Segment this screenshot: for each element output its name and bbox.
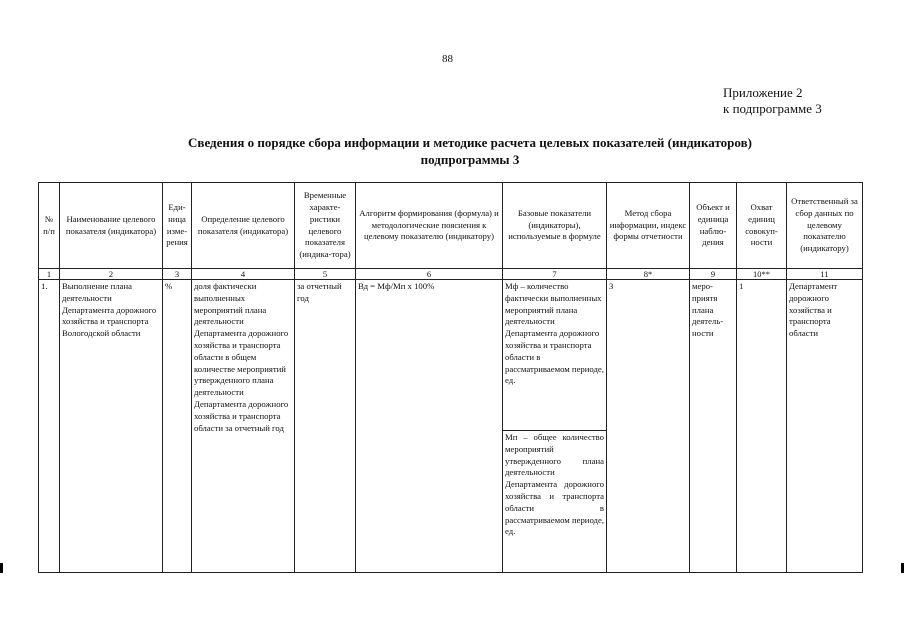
column-number: 4 xyxy=(192,269,295,280)
title-line-2: подпрограммы 3 xyxy=(420,152,520,167)
appendix-line-1: Приложение 2 xyxy=(723,85,803,100)
indicator-name: Выполнение плана деятельности Департамента дорожного хозяйства и транспорта Вологодской области xyxy=(60,280,163,573)
header-cell: Алгоритм формирования (формула) и методологические пояснения к целевому показателю (индикатору) xyxy=(356,183,503,269)
table-row xyxy=(39,280,863,573)
base-indicators-cell xyxy=(503,280,607,573)
base-indicator-mp: Мп – общее количество мероприятий утвержденного плана деятельности Департамента дорожного хозяйства и транспорта области в рассматриваемом периоде, ед. xyxy=(505,432,604,537)
object-cell: меро-приятя плана деятель-ности xyxy=(690,280,737,573)
column-number: 8* xyxy=(607,269,690,280)
header-cell: Базовые показатели (индикаторы), используемые в формуле xyxy=(503,183,607,269)
column-number: 3 xyxy=(163,269,192,280)
column-number: 2 xyxy=(60,269,163,280)
header-cell: Метод сбора информации, индекс формы отчетности xyxy=(607,183,690,269)
time-characteristic-cell: за отчетный год xyxy=(295,280,356,573)
header-cell: Определение целевого показателя (индикатора) xyxy=(192,183,295,269)
responsible-cell: Департамент дорожного хозяйства и транспорта области xyxy=(787,280,863,573)
header-cell: Ответственный за сбор данных по целевому показателю (индикатору) xyxy=(787,183,863,269)
formula-cell: Вд = Мф/Мп х 100% xyxy=(356,280,503,573)
document-title xyxy=(120,134,820,168)
column-number: 10** xyxy=(737,269,787,280)
column-number: 1 xyxy=(39,269,60,280)
header-cell: № п/п xyxy=(39,183,60,269)
appendix-note xyxy=(723,85,822,117)
column-number: 11 xyxy=(787,269,863,280)
header-cell: Наименование целевого показателя (индикатора) xyxy=(60,183,163,269)
coverage-cell: 1 xyxy=(737,280,787,573)
header-cell: Еди-ница изме-рения xyxy=(163,183,192,269)
column-number: 5 xyxy=(295,269,356,280)
scan-edge-mark-left xyxy=(0,563,3,573)
appendix-line-2: к подпрограмме 3 xyxy=(723,101,822,116)
definition-cell: доля фактически выполненных мероприятий плана деятельности Департамента дорожного хозяйства и транспорта области в общем количестве мероприятий утвержденного плана деятельности Департамента дорожного хозяйства и транспорта области за отчетный год xyxy=(192,280,295,573)
column-number: 6 xyxy=(356,269,503,280)
header-cell: Временные характе-ристики целевого показателя (индика-тора) xyxy=(295,183,356,269)
header-cell: Охват единиц совокуп-ности xyxy=(737,183,787,269)
column-number: 9 xyxy=(690,269,737,280)
header-row xyxy=(39,183,863,269)
column-number-row xyxy=(39,269,863,280)
page-number: 88 xyxy=(442,53,453,65)
row-number: 1. xyxy=(39,280,60,573)
header-cell: Объект и единица наблю-дения xyxy=(690,183,737,269)
unit-cell: % xyxy=(163,280,192,573)
column-number: 7 xyxy=(503,269,607,280)
indicators-table xyxy=(38,182,863,573)
title-line-1: Сведения о порядке сбора информации и методике расчета целевых показателей (индикаторов) xyxy=(188,135,752,150)
method-cell: 3 xyxy=(607,280,690,573)
base-indicator-mf: Мф – количество фактически выполненных мероприятий плана деятельности Департамента дорожного хозяйства и транспорта области в рассматриваемом периоде, ед. xyxy=(503,280,606,431)
scan-edge-mark-right xyxy=(901,563,904,573)
base-indicators-stack xyxy=(503,280,606,570)
